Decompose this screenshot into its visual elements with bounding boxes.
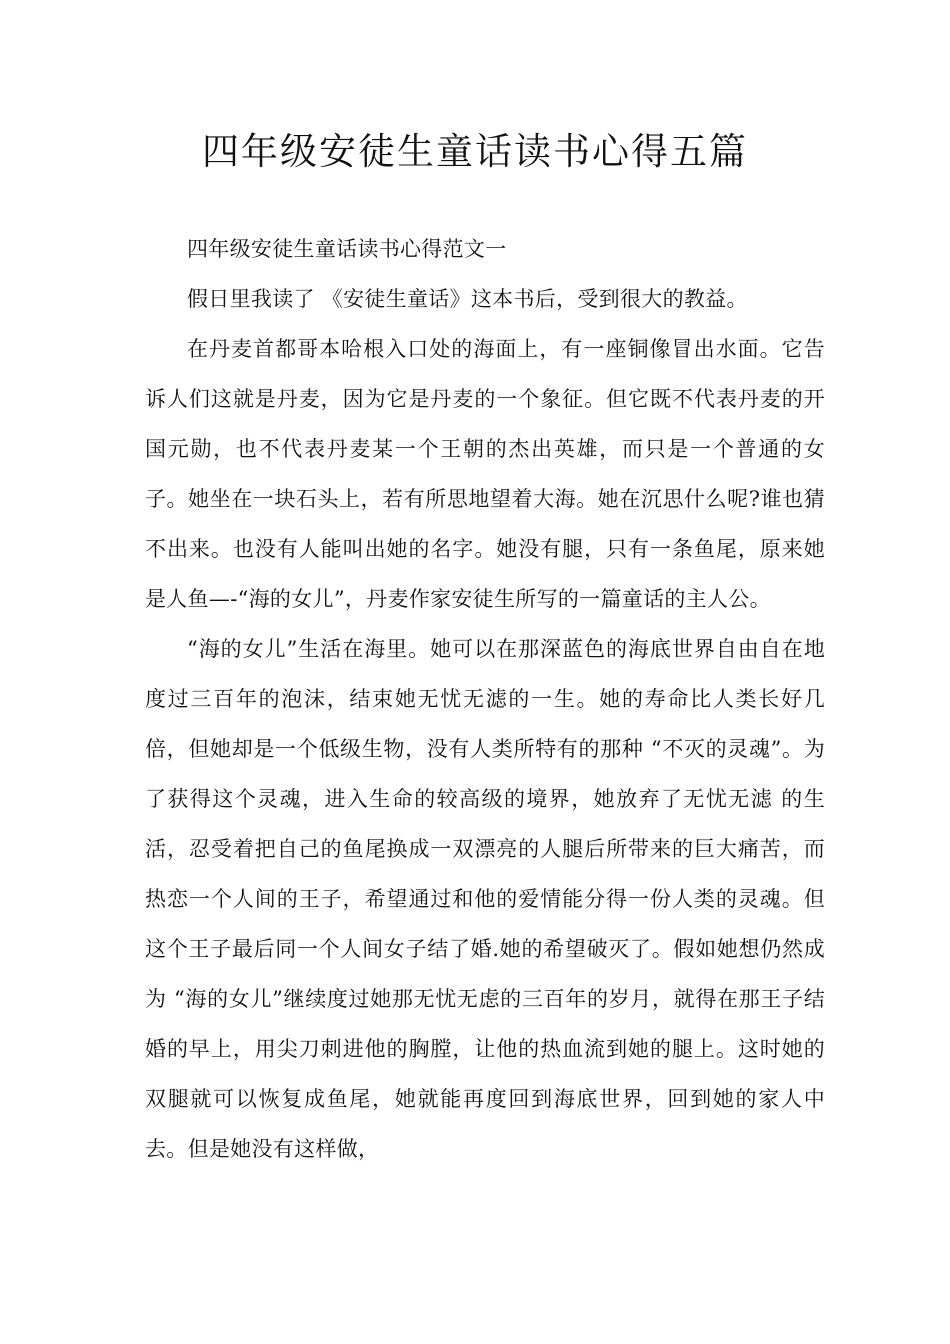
paragraph: 假日里我读了 《安徒生童话》这本书后，受到很大的教益。 (187, 287, 748, 311)
paragraph: “海的女儿”生活在海里。她可以在那深蓝色的海底世界自由自在地度过三百年的泡沫，结束她无忧无滤的一生。她的寿命比人类长好几倍，但她却是一个低级生物，没有人类所特有的那种 “不灭的灵魂”。为了获得这个灵魂，进入生命的较高级的境界，她放弃了无忧无滤 的生活，忍受着把自己的鱼尾换成一双漂亮的人腿后所带来的巨大痛苦，而热恋一个人间的王子，希望通过和他的爱情能分得一份人类的灵魂。但这个王子最后同一个人间女子结了婚.她的希望破灭了。假如她想仍然成为 “海的女儿”继续度过她那无忧无虑的三百年的岁月，就得在那王子结婚的早上，用尖刀刺进他的胸膛，让他的热血流到她的腿上。这时她的双腿就可以恢复成鱼尾，她就能再度回到海底世界，回到她的家人中去。但是她没有这样做， (145, 637, 825, 1161)
section-heading: 四年级安徒生童话读书心得范文一 (187, 237, 507, 261)
document-title: 四年级安徒生童话读书心得五篇 (202, 130, 748, 173)
paragraph: 在丹麦首都哥本哈根入口处的海面上，有一座铜像冒出水面。它告诉人们这就是丹麦，因为它是丹麦的一个象征。但它既不代表丹麦的开国元勋，也不代表丹麦某一个王朝的杰出英雄，而只是一个普通的女子。她坐在一块石头上，若有所思地望着大海。她在沉思什么呢?谁也猜不出来。也没有人能叫出她的名字。她没有腿，只有一条鱼尾，原来她是人鱼—-“海的女儿”，丹麦作家安徒生所写的一篇童话的主人公。 (145, 337, 825, 611)
document-body (145, 224, 825, 1174)
